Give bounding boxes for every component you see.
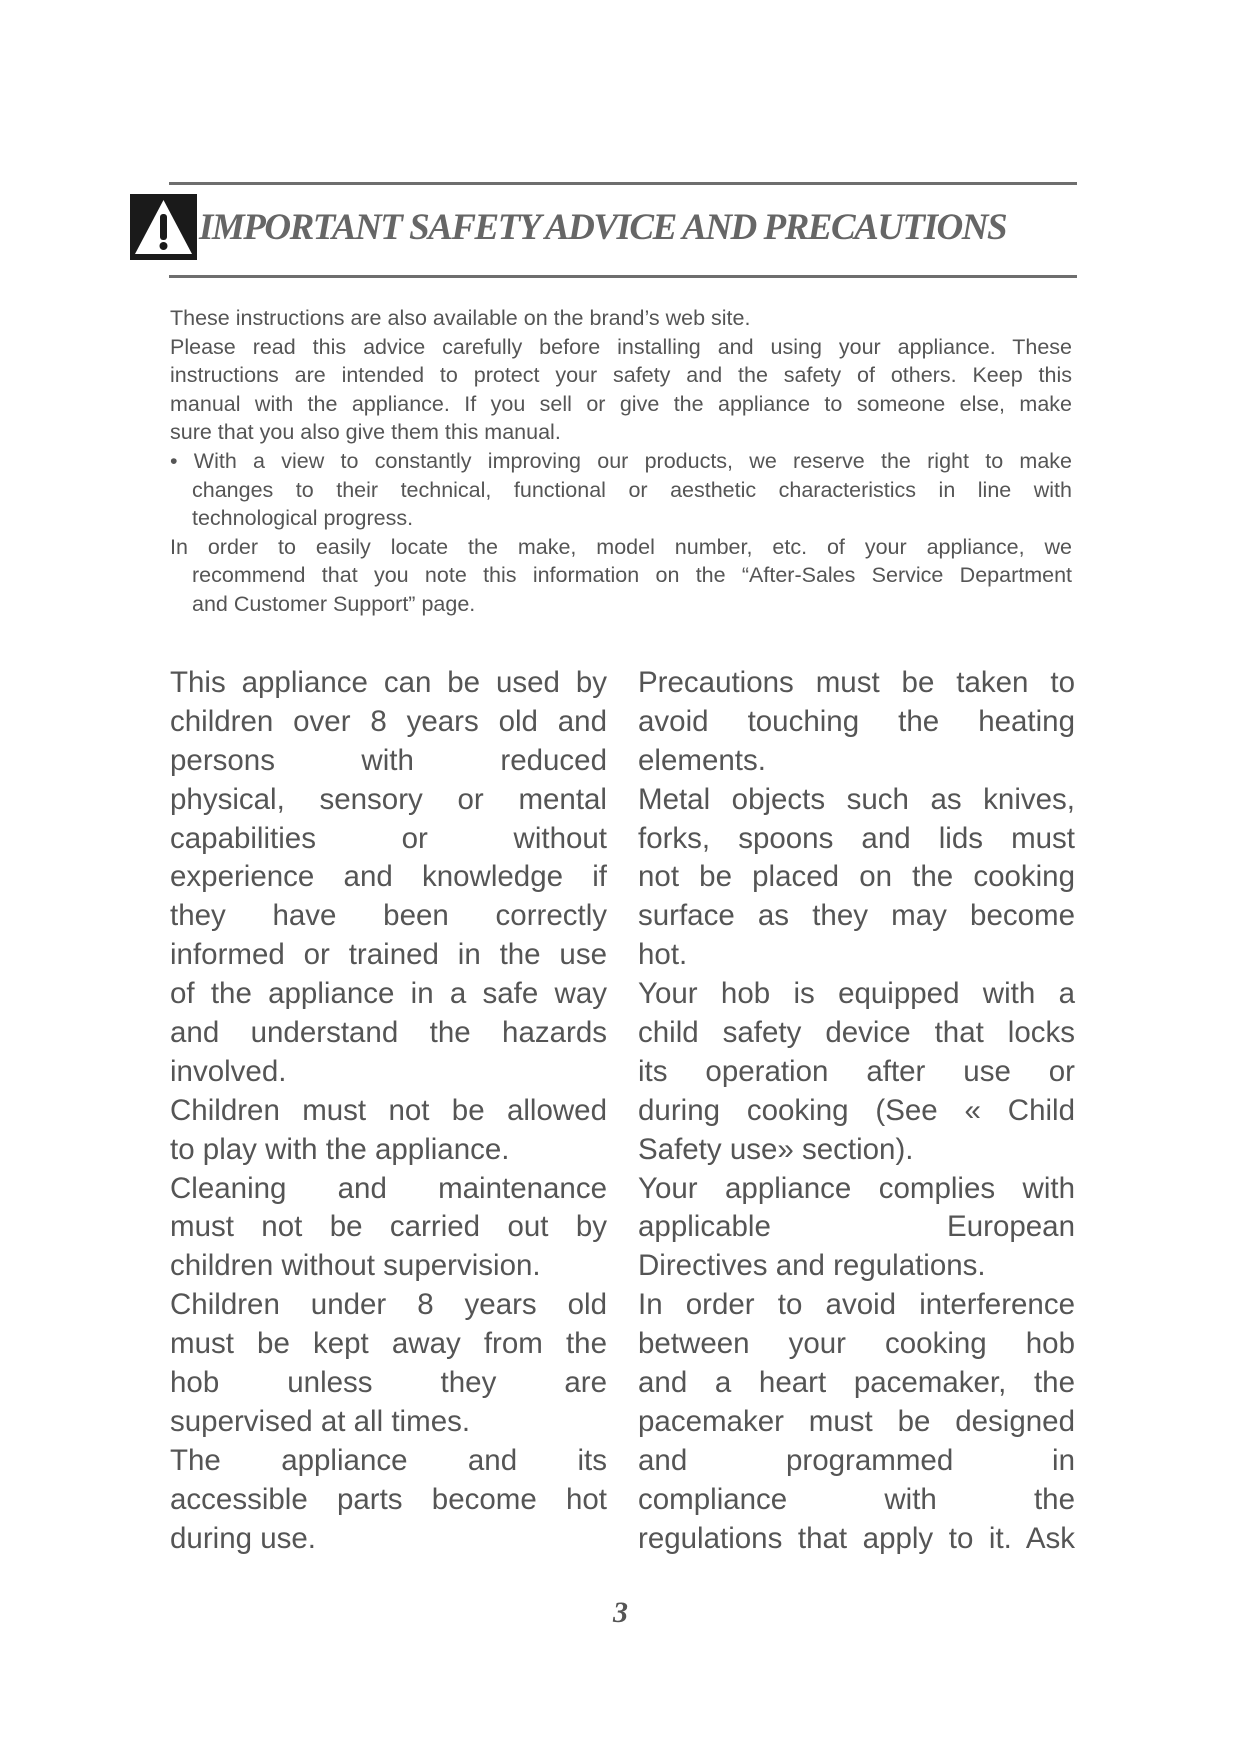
text-line: Safety use» section). bbox=[638, 1132, 914, 1166]
intro-line: manual with the appliance. If you sell or give the appliance to someone else, make bbox=[170, 391, 1072, 416]
text-line: regulations that apply to it. Ask bbox=[638, 1521, 1075, 1555]
text-line: Cleaning and maintenance bbox=[170, 1171, 607, 1205]
intro-line: Please read this advice carefully before installing and using your appliance. These bbox=[170, 334, 1072, 359]
text-line: Children must not be allowed bbox=[170, 1093, 607, 1127]
text-line: experience and knowledge if bbox=[170, 860, 607, 894]
page-number: 3 bbox=[613, 1596, 628, 1629]
text-line: persons with reduced bbox=[170, 743, 607, 777]
intro-line: • With a view to constantly improving our products, we reserve the right to make bbox=[170, 448, 1072, 473]
text-line: of the appliance in a safe way bbox=[170, 977, 607, 1011]
text-line: involved. bbox=[170, 1054, 287, 1088]
warning-triangle-icon bbox=[130, 194, 197, 260]
text-line: accessible parts become hot bbox=[170, 1482, 607, 1516]
text-line: during use. bbox=[170, 1521, 316, 1555]
text-line: and understand the hazards bbox=[170, 1016, 607, 1050]
text-line: applicable European bbox=[638, 1210, 1075, 1244]
text-line: Metal objects such as knives, bbox=[638, 782, 1075, 816]
text-line: informed or trained in the use bbox=[170, 938, 607, 972]
text-line: Children under 8 years old bbox=[170, 1288, 607, 1322]
right-column bbox=[638, 664, 1075, 1558]
text-line: surface as they may become bbox=[638, 899, 1075, 933]
text-line: This appliance can be used by bbox=[170, 666, 607, 699]
text-line: The appliance and its bbox=[170, 1443, 607, 1477]
text-line: they have been correctly bbox=[170, 899, 607, 933]
text-line: children without supervision. bbox=[170, 1249, 541, 1283]
intro-line: technological progress. bbox=[192, 506, 414, 531]
intro-line: In order to easily locate the make, model number, etc. of your appliance, we bbox=[170, 534, 1072, 559]
text-line: Precautions must be taken to bbox=[638, 666, 1075, 699]
text-line: compliance with the bbox=[638, 1482, 1075, 1516]
text-line: child safety device that locks bbox=[638, 1016, 1075, 1050]
text-line: avoid touching the heating bbox=[638, 704, 1075, 738]
text-line: between your cooking hob bbox=[638, 1327, 1075, 1361]
text-line: and a heart pacemaker, the bbox=[638, 1366, 1075, 1400]
text-line: hot. bbox=[638, 938, 688, 972]
intro-line: changes to their technical, functional or aesthetic characteristics in line with bbox=[192, 477, 1072, 502]
intro-line: These instructions are also available on the brand’s web site. bbox=[170, 306, 751, 330]
text-line: Your hob is equipped with a bbox=[638, 977, 1075, 1011]
text-line: children over 8 years old and bbox=[170, 704, 607, 738]
intro-line: sure that you also give them this manual. bbox=[170, 420, 561, 445]
text-line: to play with the appliance. bbox=[170, 1132, 510, 1166]
intro-section bbox=[170, 304, 1072, 619]
intro-line: recommend that you note this information on the “After-Sales Service Department bbox=[192, 563, 1072, 588]
text-line: its operation after use or bbox=[638, 1054, 1075, 1088]
text-line: pacemaker must be designed bbox=[638, 1404, 1075, 1438]
page-title: IMPORTANT SAFETY ADVICE AND PRECAUTIONS bbox=[199, 207, 1007, 248]
text-line: In order to avoid interference bbox=[638, 1288, 1075, 1322]
text-line: physical, sensory or mental bbox=[170, 782, 607, 816]
text-line: during cooking (See « Child bbox=[638, 1093, 1075, 1127]
text-line: not be placed on the cooking bbox=[638, 860, 1075, 894]
text-line: supervised at all times. bbox=[170, 1404, 471, 1438]
text-line: must not be carried out by bbox=[170, 1210, 607, 1244]
text-line: Your appliance complies with bbox=[638, 1171, 1075, 1205]
text-line: and programmed in bbox=[638, 1443, 1075, 1477]
intro-line: instructions are intended to protect your safety and the safety of others. Keep this bbox=[170, 363, 1072, 388]
header-rule-top bbox=[169, 182, 1077, 185]
left-column bbox=[170, 664, 607, 1558]
text-line: Directives and regulations. bbox=[638, 1249, 986, 1283]
header-rule-bottom bbox=[169, 275, 1077, 278]
text-line: forks, spoons and lids must bbox=[638, 821, 1075, 855]
intro-line: and Customer Support” page. bbox=[192, 591, 476, 616]
text-line: must be kept away from the bbox=[170, 1327, 607, 1361]
text-line: elements. bbox=[638, 743, 766, 777]
text-line: hob unless they are bbox=[170, 1366, 607, 1400]
text-line: capabilities or without bbox=[170, 821, 607, 855]
